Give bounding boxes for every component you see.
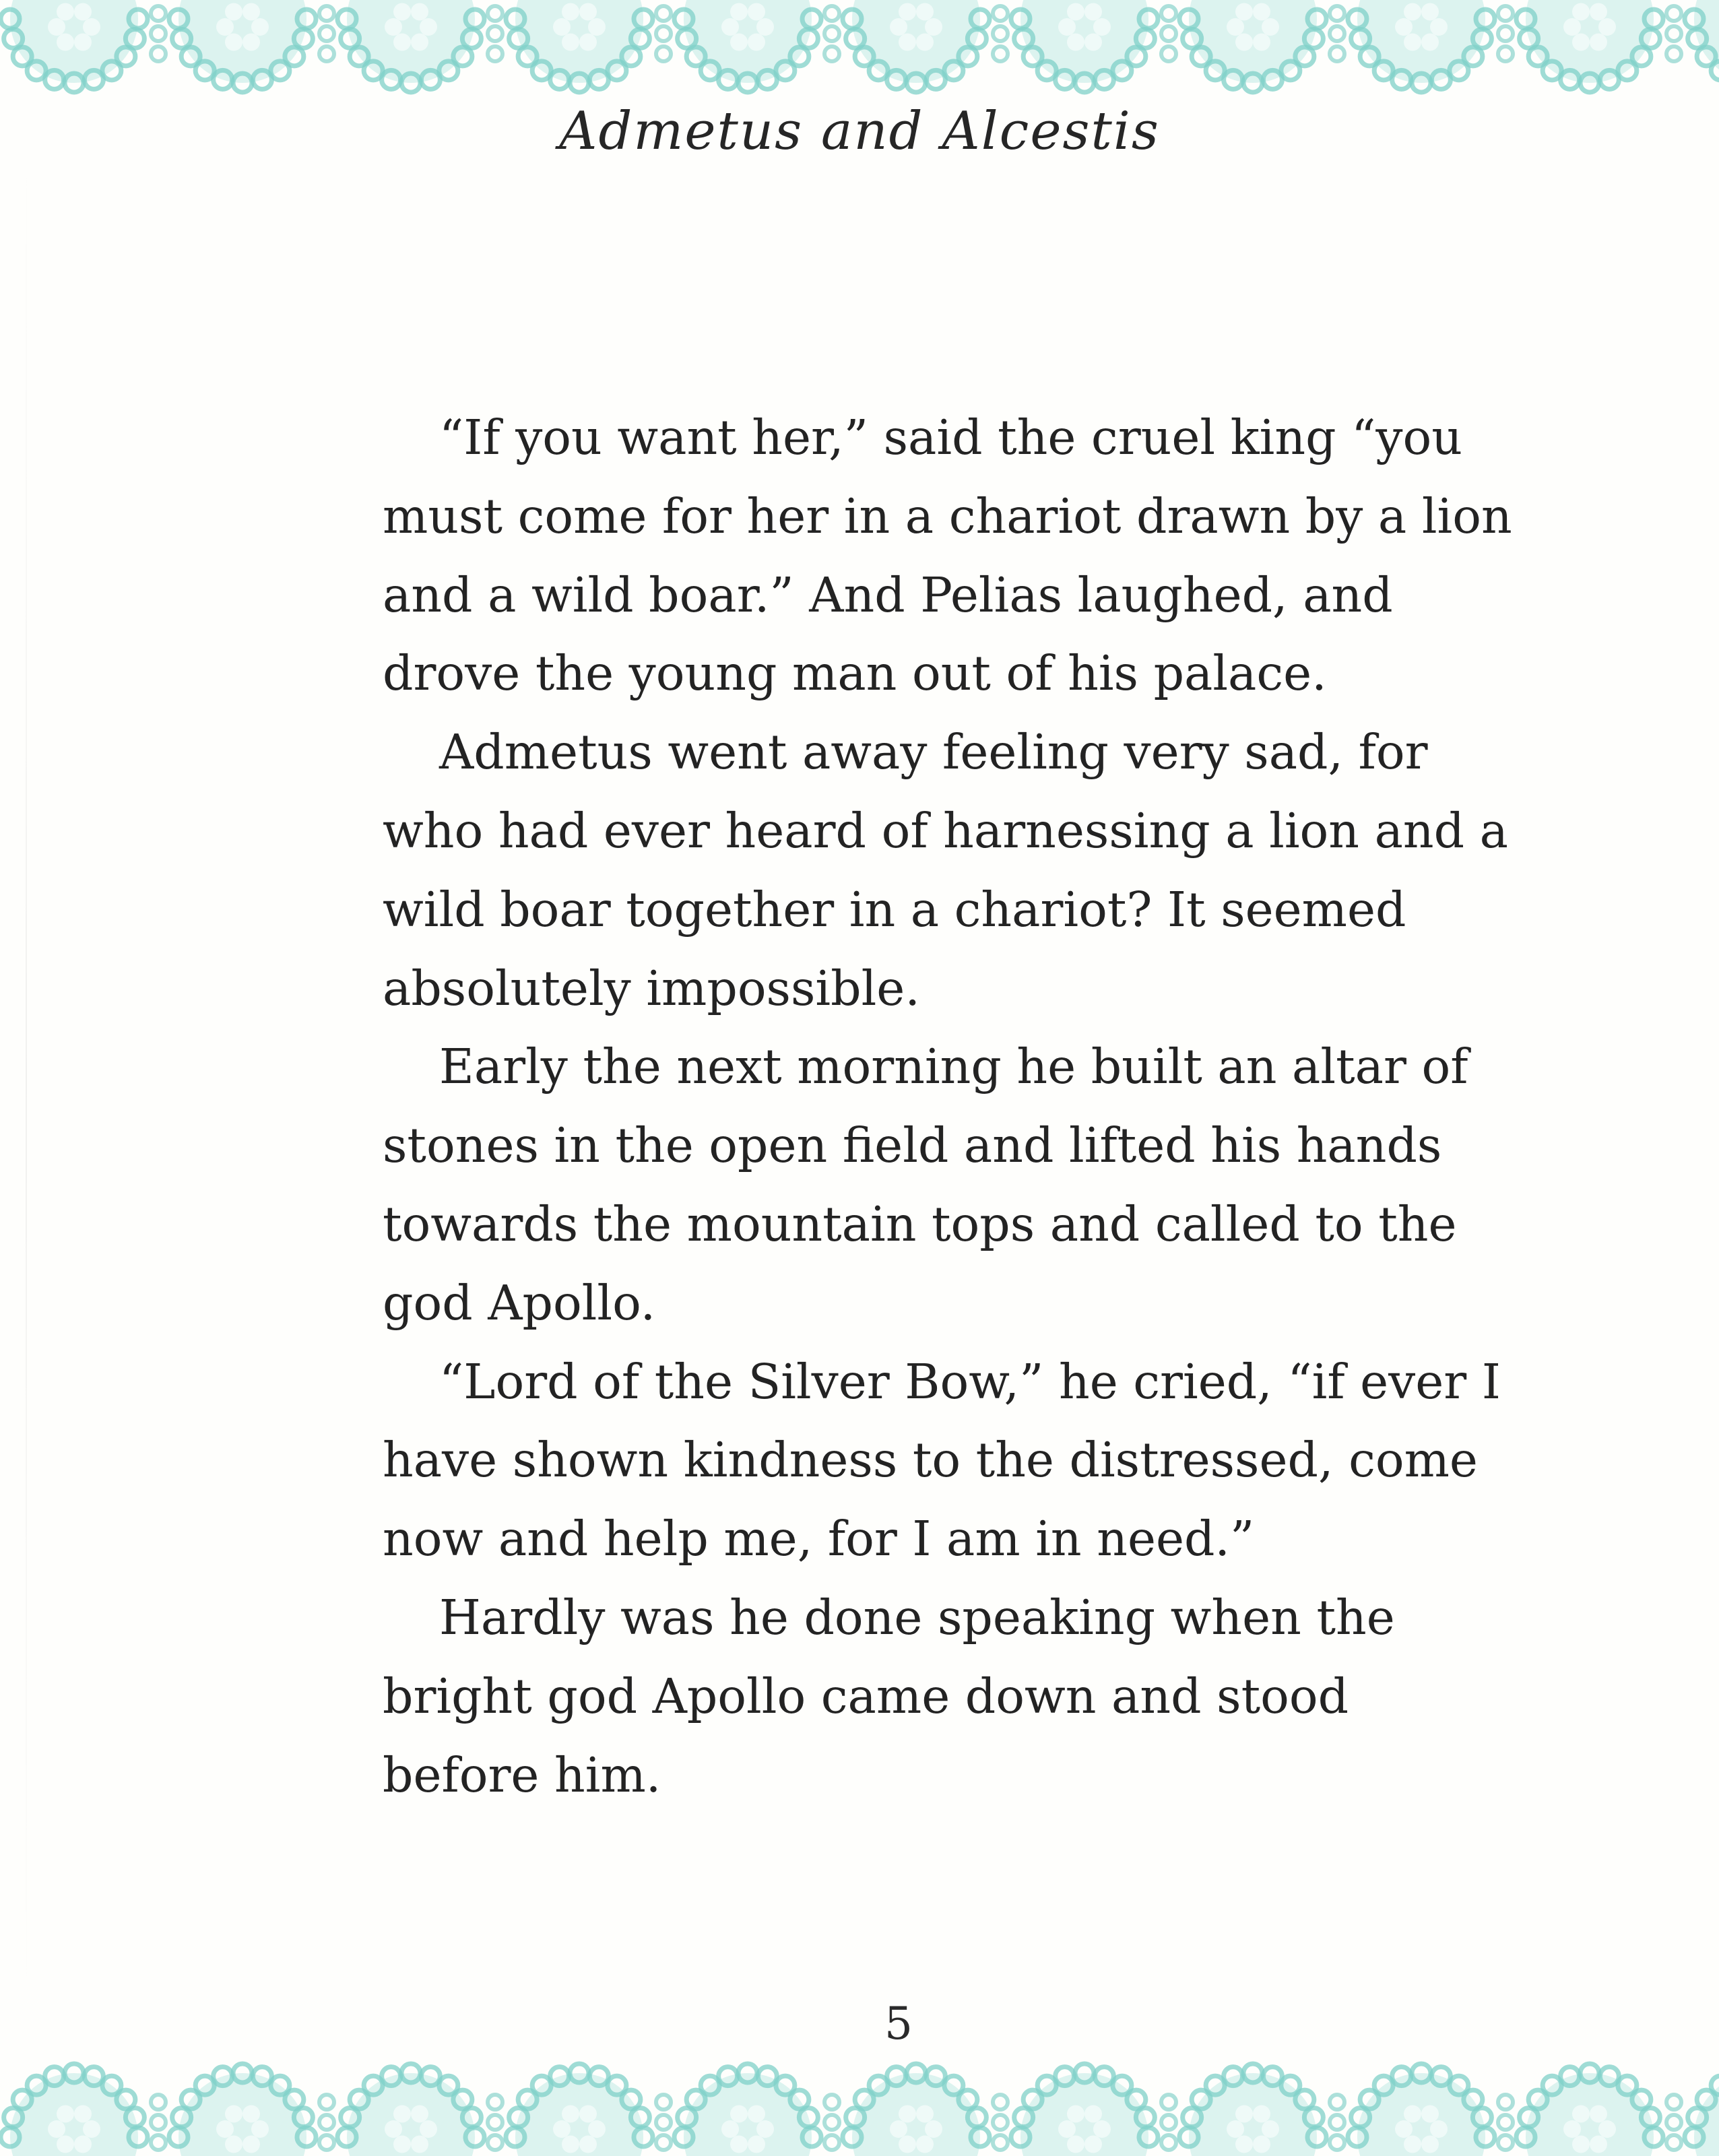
lace-motif [674, 2064, 839, 2156]
paragraph: “Lord of the Silver Bow,” he cried, “if ever I have shown kindness to the distressed, come now and help me, for I am in need.” [383, 1353, 1501, 1567]
lace-motif [843, 2064, 1008, 2156]
lace-border-bottom-graphic [0, 2041, 1719, 2156]
lace-motif [1011, 0, 1176, 92]
lace-motif [1685, 2064, 1719, 2156]
page-number: 5 [884, 1998, 913, 2050]
lace-motif [337, 0, 502, 92]
lace-motif [1, 0, 166, 92]
decorative-lace-border-bottom [0, 2041, 1719, 2156]
lace-motif [1516, 0, 1681, 92]
lace-motif [1348, 2064, 1513, 2156]
lace-border-top-graphic [0, 0, 1719, 115]
lace-motif [1179, 2064, 1344, 2156]
lace-motif [169, 0, 334, 92]
lace-motif [1011, 2064, 1176, 2156]
paragraph: Admetus went away feeling very sad, for who had ever heard of harnessing a lion and a wild boar together in a chariot? It seemed absolutely impossible. [383, 724, 1508, 1016]
lace-motif [506, 0, 671, 92]
lace-motif [1516, 2064, 1681, 2156]
lace-motif [843, 0, 1008, 92]
page-edge-shadow [26, 135, 27, 2021]
lace-motif [169, 2064, 334, 2156]
lace-motif [674, 0, 839, 92]
lace-motif [337, 2064, 502, 2156]
paragraph: Early the next morning he built an altar of stones in the open field and lifted his hands towards the mountain tops and called to the god Apollo. [383, 1039, 1468, 1331]
lace-motif [1348, 0, 1513, 92]
lace-motif [1685, 0, 1719, 92]
decorative-lace-border-top [0, 0, 1719, 115]
story-text [383, 399, 1514, 1815]
lace-motif [506, 2064, 671, 2156]
lace-motif [1, 2064, 166, 2156]
chapter-title: Admetus and Alcestis [559, 101, 1160, 162]
paragraph: Hardly was he done speaking when the bright god Apollo came down and stood before him. [383, 1589, 1395, 1803]
paragraph: “If you want her,” said the cruel king “you must come for her in a chariot drawn by a lion and a wild boar.” And Pelias laughed, and drove the young man out of his palace. [383, 410, 1512, 702]
lace-motif [1179, 0, 1344, 92]
